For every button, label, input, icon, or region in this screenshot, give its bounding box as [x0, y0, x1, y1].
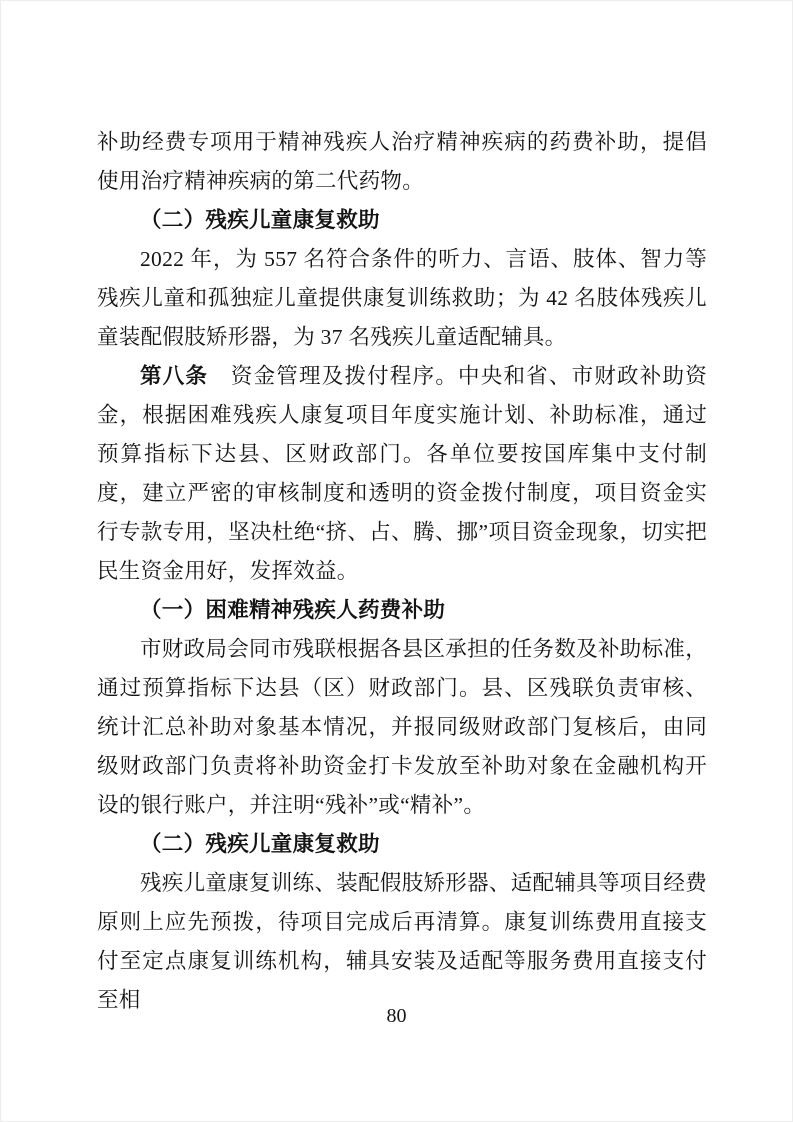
- bold-text-run: （一）困难精神残疾人药费补助: [140, 598, 446, 622]
- bold-text-run: 第八条: [140, 364, 209, 388]
- paragraph: [97, 864, 707, 1020]
- section-heading: [97, 591, 707, 630]
- text-run: 补助经费专项用于精神残疾人治疗精神疾病的药费补助，提倡使用治疗精神疾病的第二代药物。: [97, 130, 707, 193]
- paragraph: [97, 123, 707, 201]
- bold-text-run: （二）残疾儿童康复救助: [140, 208, 380, 232]
- paragraph: [97, 240, 707, 357]
- text-run: 资金管理及拨付程序。中央和省、市财政补助资金，根据困难残疾人康复项目年度实施计划、补助标准，通过预算指标下达县、区财政部门。各单位要按国库集中支付制度，建立严密的审核制度和透明的资金拨付制度，项目资金实行专款专用，坚决杜绝“挤、占、腾、挪”项目资金现象，切实把民生资金用好，发挥效益。: [97, 364, 707, 583]
- section-heading: [97, 825, 707, 864]
- document-body: [97, 123, 707, 1020]
- text-run: 2022 年，为 557 名符合条件的听力、言语、肢体、智力等残疾儿童和孤独症儿童提供康复训练救助；为 42 名肢体残疾儿童装配假肢矫形器，为 37 名残疾儿童适配辅具。: [97, 247, 707, 349]
- text-run: 残疾儿童康复训练、装配假肢矫形器、适配辅具等项目经费原则上应先预拨，待项目完成后再清算。康复训练费用直接支付至定点康复训练机构，辅具安装及适配等服务费用直接支付至相: [97, 871, 707, 1012]
- paragraph: [97, 357, 707, 591]
- page-number: 80: [386, 1005, 407, 1027]
- section-heading: [97, 201, 707, 240]
- paragraph: [97, 630, 707, 825]
- text-run: 市财政局会同市残联根据各县区承担的任务数及补助标准，通过预算指标下达县（区）财政部门。县、区残联负责审核、统计汇总补助对象基本情况，并报同级财政部门复核后，由同级财政部门负责将补助资金打卡发放至补助对象在金融机构开设的银行账户，并注明“残补”或“精补”。: [97, 637, 707, 817]
- bold-text-run: （二）残疾儿童康复救助: [140, 832, 380, 856]
